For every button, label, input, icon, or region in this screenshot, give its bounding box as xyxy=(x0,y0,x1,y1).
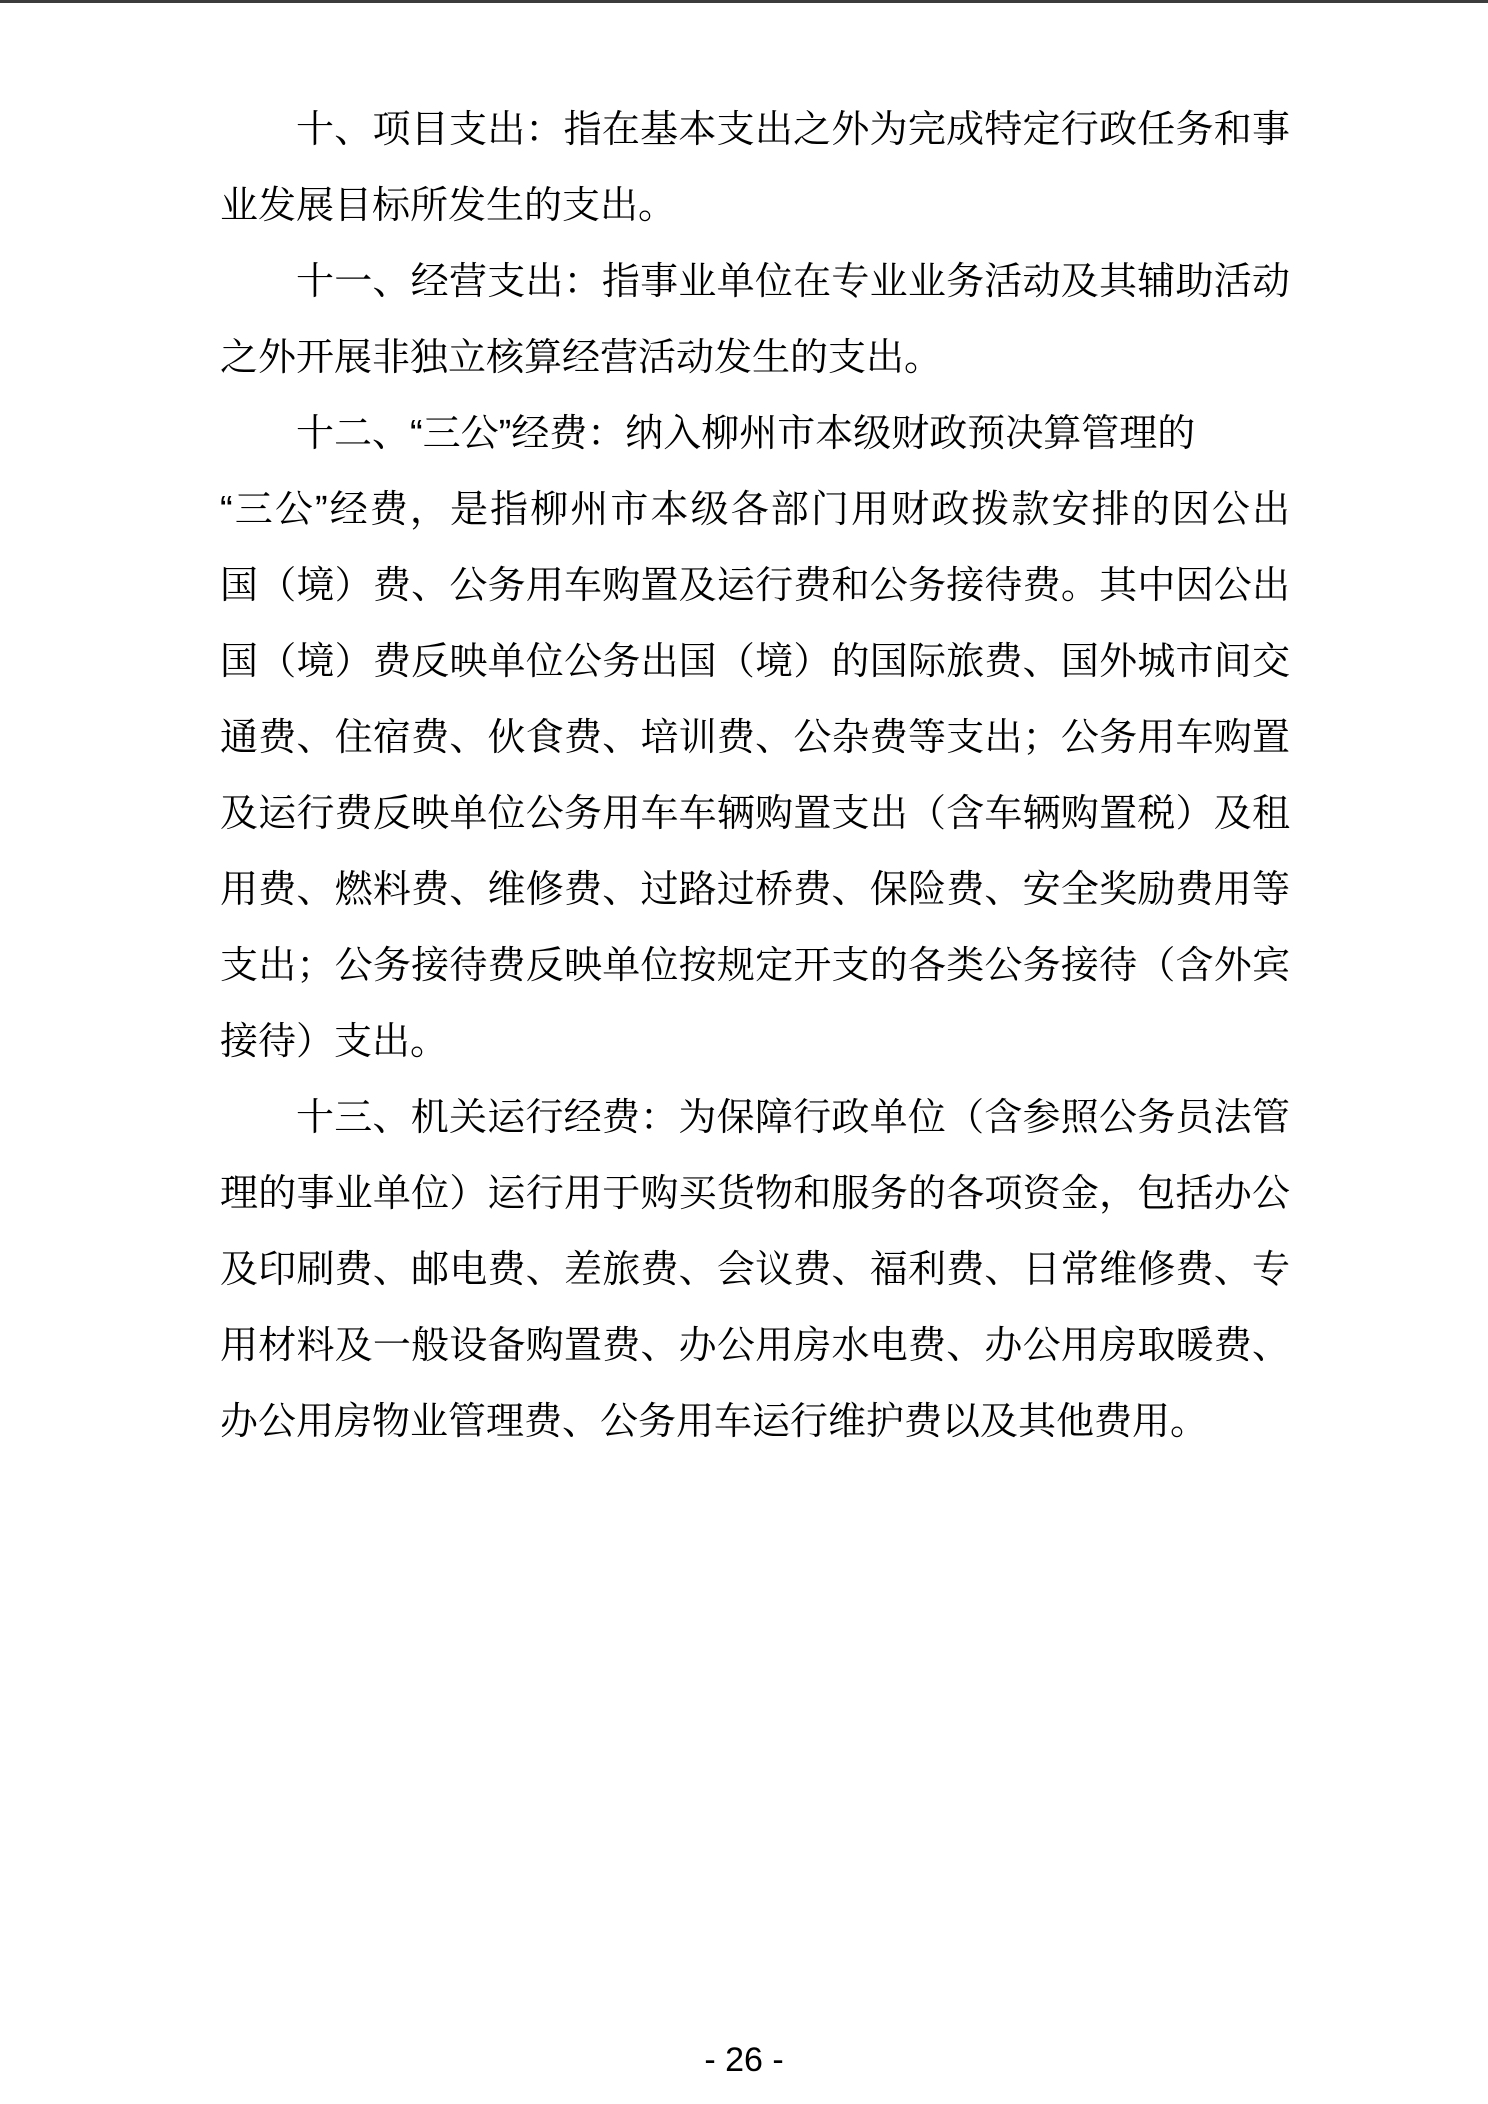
text-line: 理的事业单位）运行用于购买货物和服务的各项资金，包括办公 xyxy=(220,1173,1290,1215)
text-line: 十一、经营支出：指事业单位在专业业务活动及其辅助活动 xyxy=(296,261,1290,303)
text-line: 十二、“三公”经费：纳入柳州市本级财政预决算管理的 xyxy=(296,413,1196,455)
text-line: 通费、住宿费、伙食费、培训费、公杂费等支出；公务用车购置 xyxy=(220,717,1290,759)
text-line: 及运行费反映单位公务用车车辆购置支出（含车辆购置税）及租 xyxy=(220,793,1290,835)
text-line: 十三、机关运行经费：为保障行政单位（含参照公务员法管 xyxy=(296,1097,1290,1139)
text-line: 国（境）费、公务用车购置及运行费和公务接待费。其中因公出 xyxy=(220,565,1290,607)
text-line: 接待）支出。 xyxy=(220,1021,449,1063)
scan-edge-artifact xyxy=(0,0,1488,3)
text-line: “三公”经费，是指柳州市本级各部门用财政拨款安排的因公出 xyxy=(220,489,1290,531)
text-line: 之外开展非独立核算经营活动发生的支出。 xyxy=(220,337,943,379)
text-line: 办公用房物业管理费、公务用车运行维护费以及其他费用。 xyxy=(220,1401,1209,1443)
text-line: 用材料及一般设备购置费、办公用房水电费、办公用房取暖费、 xyxy=(220,1325,1290,1367)
text-line: 国（境）费反映单位公务出国（境）的国际旅费、国外城市间交 xyxy=(220,641,1290,683)
page-number: - 26 - xyxy=(704,2041,784,2079)
text-line: 业发展目标所发生的支出。 xyxy=(220,185,677,227)
text-line: 支出；公务接待费反映单位按规定开支的各类公务接待（含外宾 xyxy=(220,945,1290,987)
document-body xyxy=(220,92,1290,1460)
text-line: 及印刷费、邮电费、差旅费、会议费、福利费、日常维修费、专 xyxy=(220,1249,1290,1291)
text-line: 十、项目支出：指在基本支出之外为完成特定行政任务和事 xyxy=(296,109,1290,151)
text-line: 用费、燃料费、维修费、过路过桥费、保险费、安全奖励费用等 xyxy=(220,869,1290,911)
page-footer xyxy=(0,2040,1488,2080)
